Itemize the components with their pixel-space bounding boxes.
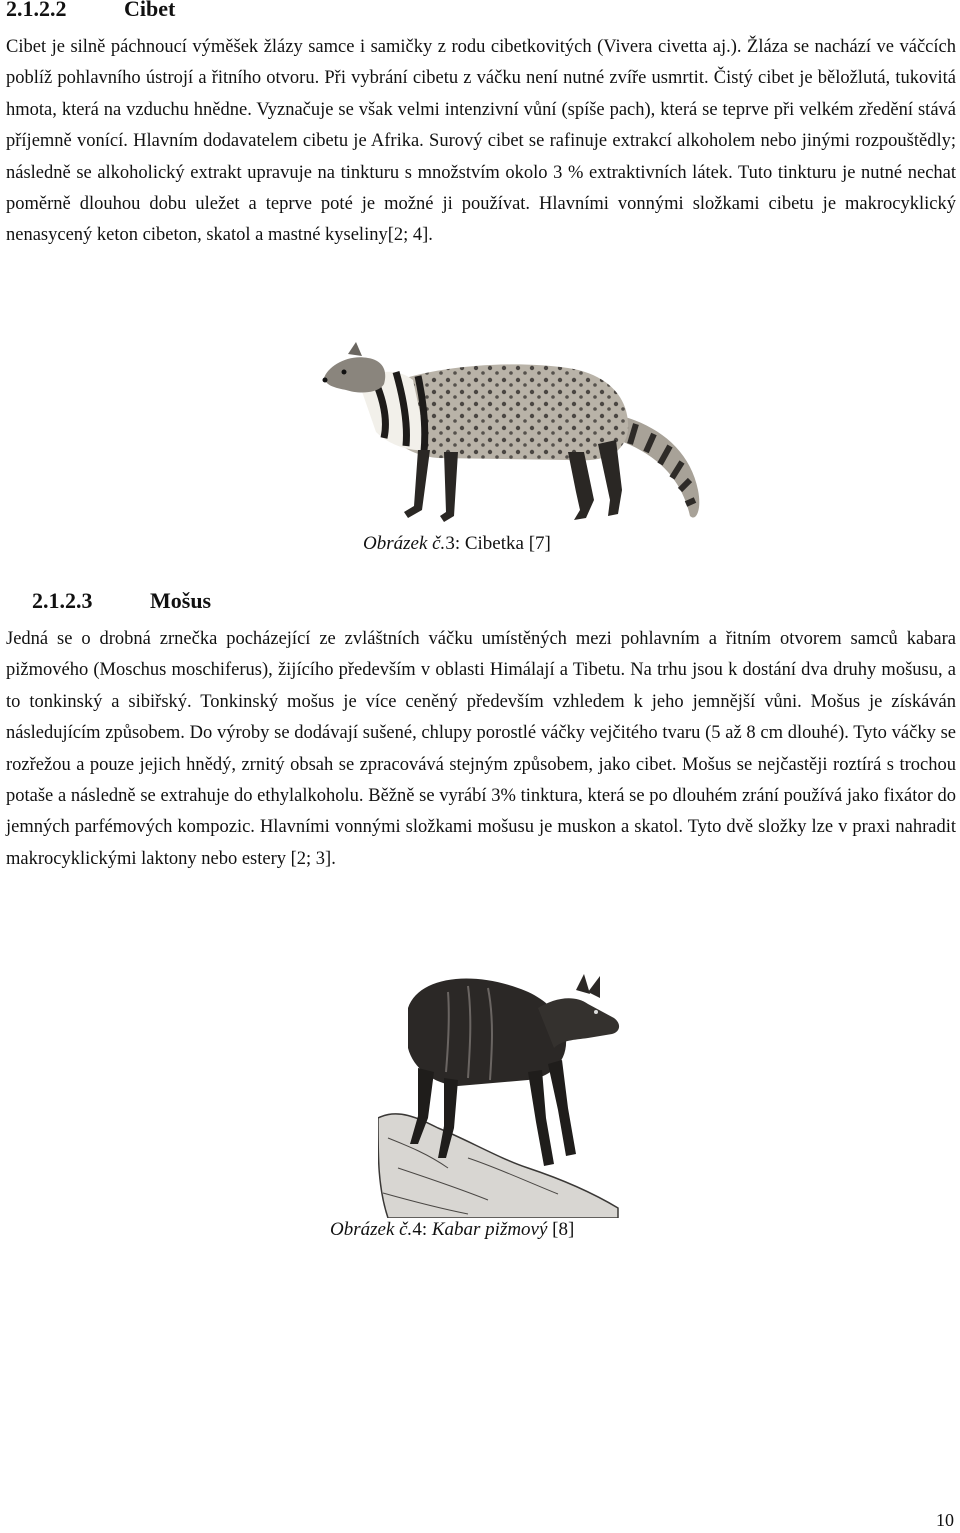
musk-deer-illustration <box>378 968 628 1218</box>
section-heading-musus <box>32 588 211 614</box>
section-title: Mošus <box>150 588 212 613</box>
section-number: 2.1.2.3 <box>32 588 93 613</box>
page-number: 10 <box>936 1510 954 1530</box>
figure-caption-cibetka <box>363 533 551 555</box>
paragraph-musus: Jedná se o drobná zrnečka pocházející ze zvláštních váčku umístěných mezi pohlavním a řitním otvorem samců kabara pižmového (Moschus moschiferus), žijícího především v oblasti Himálají a Tibetu. Na trhu jsou k dostání dva druhy mošusu, a to tonkinský a sibiřský. Tonkinský mošus je více ceněný především vzhledem k jeho jemnější vůni. Mošus je získáván následujícím způsobem. Do výroby se dodávají sušené, chlupy porostlé váčky vejčitého tvaru (5 až 8 cm dlouhé). Tyto váčky se rozřežou a pouze jejich hnědý, zrnitý obsah se zpracovává stejným způsobem, jako cibet. Mošus se nejčastěji roztírá s trochou potaše a následně se extrahuje do ethylalkoholu. Běžně se vyrábí 3% tinktura, která se po dlouhém zrání používá jako fixátor do jemných parfémových kompozic. Hlavními vonnými složkami mošusu je muskon a skatol. Tyto dvě složky lze v praxi nahradit makrocyklickými laktony nebo estery [2; 3]. <box>6 629 956 869</box>
figure-caption-kabar <box>330 1219 574 1241</box>
section-heading-cibet <box>6 0 175 22</box>
caption-label: Obrázek č. <box>363 533 446 554</box>
section-title: Cibet <box>124 0 176 21</box>
caption-label: Obrázek č. <box>330 1219 413 1240</box>
caption-italic: Kabar pižmový <box>431 1219 548 1240</box>
caption-number: 4: <box>412 1219 432 1240</box>
section-number: 2.1.2.2 <box>6 0 67 21</box>
caption-text: 3: Cibetka [7] <box>445 533 551 554</box>
paragraph-cibet: Cibet je silně páchnoucí výměšek žlázy samce i samičky z rodu cibetkovitých (Vivera civetta aj.). Žláza se nachází ve váčcích poblíž pohlavního ústrojí a řitního otvoru. Při vybrání cibetu z váčku není nutné zvíře usmrtit. Čistý cibet je běložlutá, tukovitá hmota, která na vzduchu hnědne. Vyznačuje se však velmi intenzivní vůní (spíše pach), která se teprve při velkém zředění stává příjemně vonící. Hlavním dodavatelem cibetu je Afrika. Surový cibet se rafinuje extrakcí alkoholem nebo jinými rozpouštědly; následně se alkoholický extrakt upravuje na tinkturu s množstvím okolo 3 % extraktivních látek. Tuto tinkturu je nutné nechat poměrně dlouhou dobu uležet a teprve poté je možné ji používat. Hlavními vonnými složkami cibetu je makrocyklický nenasycený keton cibeton, skatol a mastné kyseliny[2; 4]. <box>6 37 956 246</box>
caption-reference: [8] <box>547 1219 575 1240</box>
civet-illustration <box>318 340 708 530</box>
